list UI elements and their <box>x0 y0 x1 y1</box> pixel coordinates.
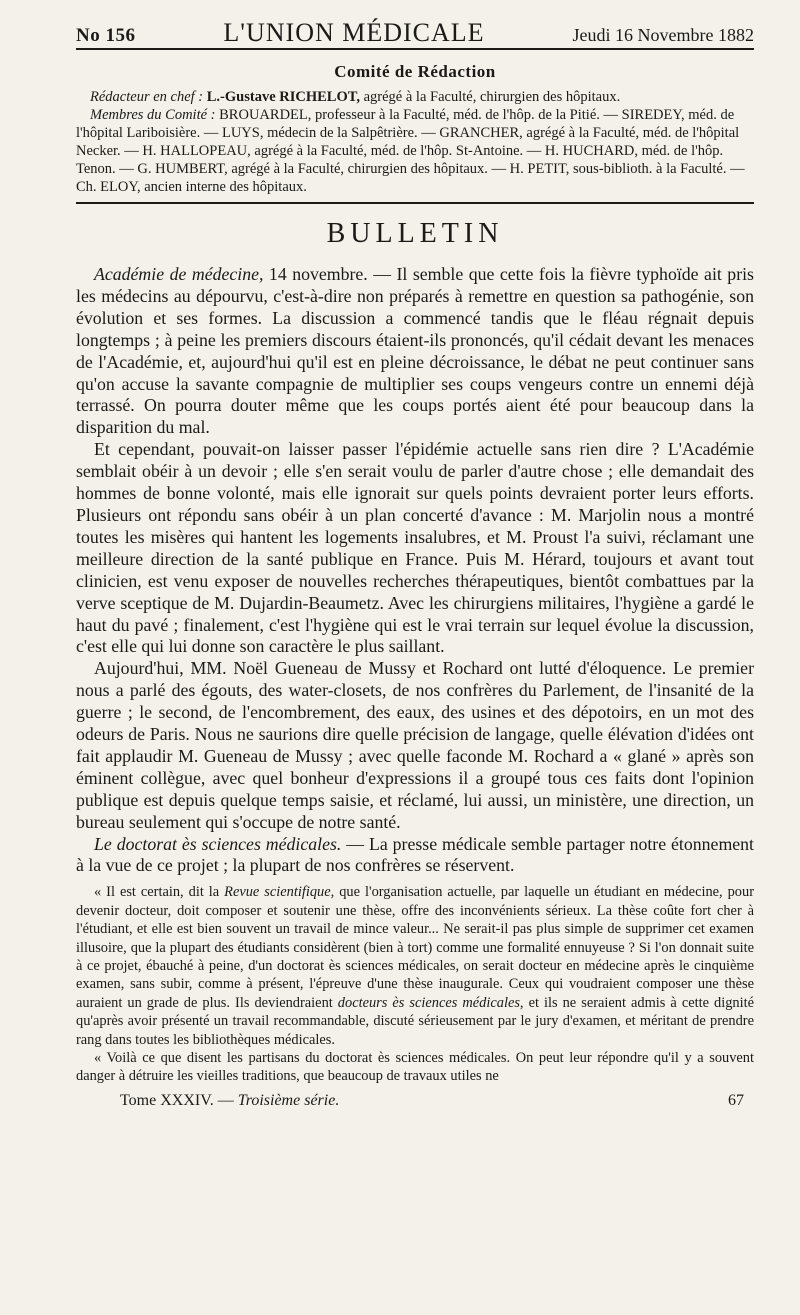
page-header <box>76 18 754 50</box>
redacteur-rest: agrégé à la Faculté, chirurgien des hôpitaux. <box>359 89 621 105</box>
issue-date: Jeudi 16 Novembre 1882 <box>572 25 754 45</box>
academie-text: 14 novembre. — Il semble que cette fois la fièvre typhoïde ait pris les médecins au dépourvu, c'est-à-dire non préparés à remettre en question sa pathogénie, son évolution et ses formes. La discussion a commencé tandis que le fléau régnait depuis longtemps ; à peine les premiers discours étaient-ils prononcés, qu'il cédait devant les menaces de l'Académie, et, aujourd'hui qu'il est en pleine décroissance, le débat ne peut continuer sans qu'on accuse la savante compagnie de multiplier ses coups vengeurs contre un ennemi déjà terrassé. On pourra douter même que les coups portés aient été pour beaucoup dans la disparition du mal. <box>76 264 754 438</box>
quote-paragraph-2: « Voilà ce que disent les partisans du doctorat ès sciences médicales. On peut leur répondre qu'il y a souvent danger à détruire les vieilles traditions, que beaucoup de travaux utiles ne <box>76 1050 754 1085</box>
paragraph-cependant: Et cependant, pouvait-on laisser passer l'épidémie actuelle sans rien dire ? L'Académie semblait obéir à un devoir ; elle s'en serait voulu de parler d'autre chose ; elle demandait des hommes de bonne volonté, mais elle ignorait sur quels points devraient porter leurs efforts. Plusieurs ont répondu sans obéir à un plan concerté d'avance : M. Marjolin nous a montré toutes les misères qui hantent les logements insalubres, et M. Proust l'a suivi, réclamant une meilleure direction de la santé publique en France. Puis M. Hérard, toujours et avant tout clinicien, est venu exposer de nouvelles recherches thérapeutiques, bientôt combattues par la verve sceptique de M. Dujardin-Beaumetz. Avec les chirurgiens militaires, l'hygiène a gardé le haut du pavé ; finalement, c'est l'hygiène qui est le vrai terrain sur lequel évolue la discussion, c'est elle qui lui donne son caractère le plus saillant. <box>76 439 754 657</box>
serie-label: Troisième série. <box>237 1091 340 1109</box>
doctorat-lead: Le doctorat ès sciences médicales. <box>94 833 342 854</box>
page-footer <box>76 1092 754 1110</box>
redacteur-label: Rédacteur en chef : <box>90 89 204 105</box>
bulletin-body <box>76 264 754 877</box>
paragraph-aujourdhui: Aujourd'hui, MM. Noël Gueneau de Mussy et Rochard ont lutté d'éloquence. Le premier nous a parlé des égouts, des water-closets, de nos confrères du Parlement, de l'insanité de la guerre ; le second, de l'encombrement, des eaux, des usines et des dépotoirs, en un mot des odeurs de Paris. Nous ne saurions dire quelle précision de langage, quelle élévation d'idées ont fait applaudir M. Gueneau de Mussy ; avec quelle faconde M. Rochard a « glané » après son éminent collègue, avec quel bonheur d'expressions il a groupé tous ces faits dont l'opinion publique est depuis quelque temps saisie, et réclamé, lui aussi, un ministère, une direction, un bureau seulement qui s'occupe de notre santé. <box>76 658 754 832</box>
quote-paragraph-1 <box>76 883 754 1049</box>
quote-start: « Il est certain, dit la <box>94 884 225 901</box>
paragraph-doctorat <box>76 834 754 878</box>
redacteur-name: L.-Gustave RICHELOT, <box>206 89 360 105</box>
quote-end: et ils ne seraient admis à cette dignité qu'après avoir présenté un travail recommandable, discuté sérieusement par le jury d'examen, et méritant de prendre rang dans toutes les bibliothèques médicales. <box>76 994 754 1048</box>
comite-title: Comité de Rédaction <box>334 62 496 81</box>
paragraph-academie <box>76 264 754 439</box>
section-divider <box>76 202 754 204</box>
page-number: 67 <box>728 1091 744 1109</box>
redacteur-line <box>76 88 754 106</box>
membres-text: BROUARDEL, professeur à la Faculté, méd. de l'hôp. de la Pitié. — SIREDEY, méd. de l'hôpital Lariboisière. — LUYS, médecin de la Salpêtrière. — GRANCHER, agrégé à la Faculté, méd. de l'hôpital Necker. — H. HALLOPEAU, agrégé à la Faculté, méd. de l'hôp. St-Antoine. — H. HUCHARD, méd. de l'hôp. Tenon. — G. HUMBERT, agrégé à la Faculté, chirurgien des hôpitaux. — H. PETIT, sous-biblioth. à la Faculté. — Ch. ELOY, ancien interne des hôpitaux. <box>76 107 745 195</box>
membres-label: Membres du Comité : <box>90 107 216 123</box>
footer-tome <box>120 1092 339 1110</box>
revue-quote <box>76 883 754 1085</box>
doctorat-text: — La presse médicale semble partager notre étonnement à la vue de ce projet ; la plupart de nos confrères se réservent. <box>76 833 754 876</box>
membres-line <box>76 106 754 196</box>
quote-mid: que l'organisation actuelle, par laquelle un étudiant en médecine, pour devenir docteur, doit composer et soutenir une thèse, offre des inconvénients sérieux. La thèse coûte fort cher à l'étudiant, et elle est bien souvent un travail de mince valeur... Ne serait-il pas plus simple de supprimer cet examen illusoire, que la plupart des étudiants considèrent (bien à tort) comme une formalité ennuyeuse ? Si l'on donnait suite à ce projet, ébauché à peine, d'un doctorat ès sciences médicales, on serait docteur en médecine après le cinquième examen, sans subir, comme à présent, l'épreuve d'une thèse inaugurale. Ceux qui voudraient composer une thèse auraient un grade de plus. Ils deviendraient <box>76 884 754 1011</box>
issue-number: No 156 <box>76 25 136 46</box>
journal-title: L'UNION MÉDICALE <box>223 18 485 47</box>
quote-italic: docteurs ès sciences médicales, <box>337 994 524 1011</box>
academie-lead: Académie de médecine, <box>94 264 264 284</box>
comite-block <box>76 88 754 196</box>
bulletin-heading: BULLETIN <box>326 218 504 249</box>
quote-source: Revue scientifique, <box>224 884 335 901</box>
tome-label: Tome XXXIV. — <box>120 1091 234 1109</box>
